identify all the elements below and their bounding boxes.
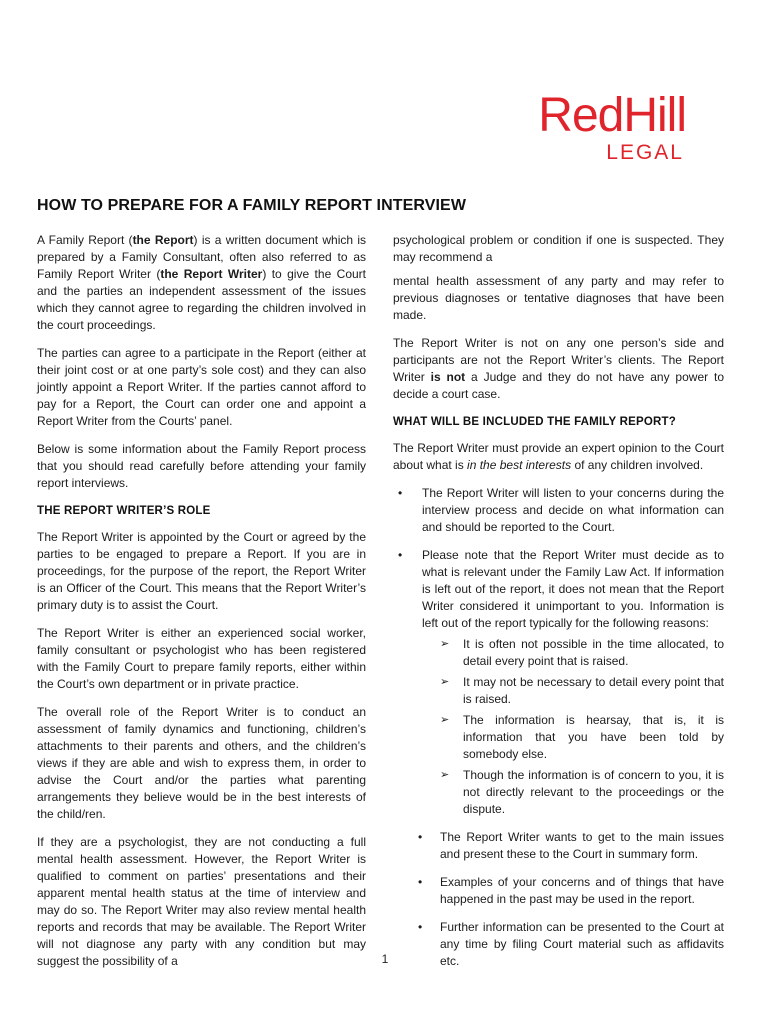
list-item: ➢ It may not be necessary to detail every point that is raised. (440, 675, 724, 706)
list-item: ➢ The information is hearsay, that is, it is information that you have been told by somebody else. (440, 713, 724, 761)
list-item: • Examples of your concerns and of things that have happened in the past may be used in the report. (418, 875, 724, 906)
page-number: 1 (381, 952, 389, 966)
redhill-legal-logo (538, 89, 686, 164)
list-item: • Please note that the Report Writer must decide as to what is relevant under the Family Law Act. If information is left out of the report, it does not mean that the Report Writer considered it unimportant to you. Information is left out of the report typically for the following reasons: ➢ It is often not possible in the time allocated, to detail every point that is raised. ➢ It may not be necessary to detail every point that is raised. ➢ The information is hearsay, that is, it is information that you have been told by somebody else. ➢ Though the information is of concern to you, it is not directly relevant to the proceedings or the dispute. (398, 548, 724, 816)
left-column (37, 232, 366, 981)
right-column (393, 232, 724, 981)
expert-opinion-paragraph: The Report Writer must provide an expert opinion to the Court about what is in the best interests of any children involved. (393, 441, 724, 472)
process-paragraph: Below is some information about the Family Report process that you should read carefully before attending your family report interviews. (37, 442, 366, 490)
arrow-bullet-icon: ➢ (440, 676, 450, 688)
parties-paragraph: The parties can agree to a participate in the Report (either at their joint cost or at one party’s sole cost) and they can also jointly appoint a Report Writer. If the parties cannot afford to pay for a Report, the Court can order one and appoint a Report Writer from the Courts’ panel. (37, 346, 366, 428)
not-a-judge-paragraph: The Report Writer is not on any one person’s side and participants are not the Report Writer’s clients. The Report Writer is not a Judge and they do not have any power to decide a court case. (393, 336, 724, 401)
arrow-bullet-icon: ➢ (440, 714, 450, 726)
arrow-bullet-icon: ➢ (440, 638, 450, 650)
list-item: • Further information can be presented to the Court at any time by filing Court material such as affidavits etc. (418, 920, 724, 968)
appointment-paragraph: The Report Writer is appointed by the Court or agreed by the parties to be engaged to prepare a Report. If you are in proceedings, for the purpose of the report, the Report Writer is an Officer of the Court. This means that the Report Writer’s primary duty is to assist the Court. (37, 530, 366, 612)
bullet-list-secondary (393, 829, 724, 970)
list-item: ➢ It is often not possible in the time allocated, to detail every point that is raised. (440, 637, 724, 668)
list-item: ➢ Though the information is of concern to you, it is not directly relevant to the proceedings or the dispute. (440, 768, 724, 816)
qualification-paragraph: The Report Writer is either an experienced social worker, family consultant or psychologist who has been registered with the Family Court to prepare family reports, either within the Court’s own department or in private practice. (37, 626, 366, 691)
arrow-bullet-icon: ➢ (440, 769, 450, 781)
intro-paragraph: A Family Report (the Report) is a written document which is prepared by a Family Consultant, often also referred to as Family Report Writer (the Report Writer) to give the Court and the parties an independent assessment of the issues which they cannot agree to regarding the children involved in the court proceedings. (37, 233, 366, 332)
psychologist-paragraph: If they are a psychologist, they are not conducting a full mental health assessment. However, the Report Writer is qualified to comment on parties’ presentations and their apparent mental health status at the time of interview and may do so. The Report Writer may also review mental health reports and records that may be available. The Report Writer will not diagnose any party with any condition but may suggest the possibility of a (37, 835, 366, 968)
bullet-list (393, 485, 724, 818)
section-heading-included: WHAT WILL BE INCLUDED THE FAMILY REPORT? (393, 416, 676, 428)
reasons-list (422, 636, 724, 818)
section-heading-role: THE REPORT WRITER’S ROLE (37, 505, 211, 517)
list-item: • The Report Writer will listen to your concerns during the interview process and decide on what information can and should be reported to the Court. (398, 486, 724, 534)
list-item: • The Report Writer wants to get to the main issues and present these to the Court in summary form. (418, 830, 724, 861)
logo-wordmark: RedHill (538, 89, 686, 142)
page-title: HOW TO PREPARE FOR A FAMILY REPORT INTERVIEW (37, 197, 467, 214)
bullet-icon: • (398, 548, 403, 562)
overall-role-paragraph: The overall role of the Report Writer is to conduct an assessment of family dynamics and functioning, children’s attachments to their parents and others, and the children’s views if they are able and wish to express them, in order to advise the Court and/or the parties what parenting arrangements they believe would be in the best interests of the child/ren. (37, 705, 366, 821)
bullet-icon: • (418, 830, 423, 844)
continuation-paragraph: psychological problem or condition if one is suspected. They may recommend a (393, 233, 724, 264)
bullet-icon: • (418, 920, 423, 934)
bullet-icon: • (398, 486, 403, 500)
bullet-icon: • (418, 875, 423, 889)
logo-subtitle: LEGAL (606, 141, 684, 164)
mental-health-paragraph: mental health assessment of any party and may refer to previous diagnoses or tentative diagnoses that have been made. (393, 274, 724, 322)
